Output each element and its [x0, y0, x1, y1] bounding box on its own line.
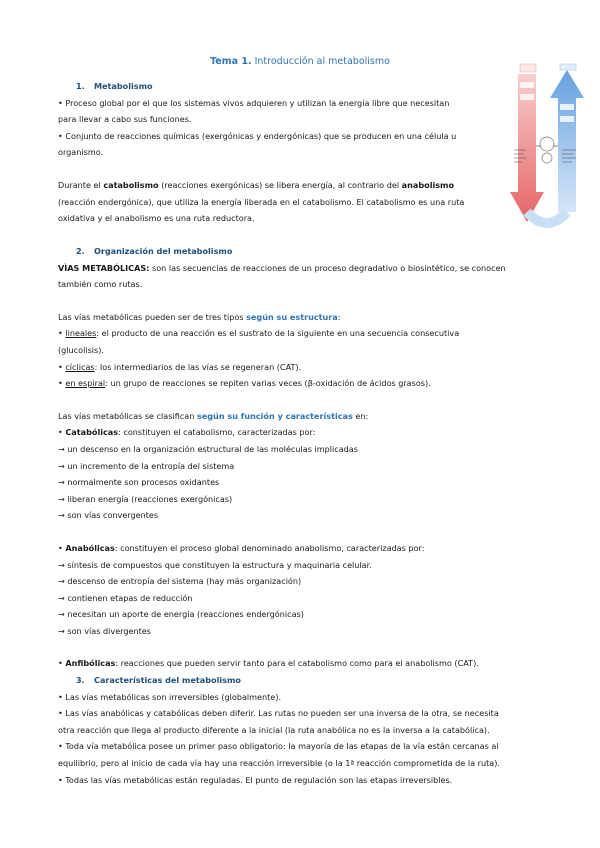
list-item: → normalmente son procesos oxidantes	[58, 477, 220, 488]
s1-p1b: para llevar a cabo sus funciones.	[58, 114, 192, 125]
section-1	[58, 78, 498, 227]
list-item: → un descenso en la organización estructural de las moléculas implicadas	[58, 443, 358, 454]
title-bold: Tema 1.	[210, 56, 252, 67]
s1-p1: • Proceso global por el que los sistemas vivos adquieren y utilizan la energía libre que necesitan	[58, 97, 450, 108]
s2-anfibolicas: • Anfibólicas: reacciones que pueden servir tanto para el catabolismo como para el anabolismo (CAT).	[58, 658, 479, 669]
s3-line: otra reacción que llega al producto diferente a la inicial (la ruta anabólica no es la inversa a la catabólica).	[58, 724, 490, 735]
s2-tipos: Las vías metabólicas pueden ser de tres tipos según su estructura:	[58, 311, 341, 322]
list-item: → descenso de entropía del sistema (hay más organización)	[58, 576, 302, 587]
s3-line: • Las vías anabólicas y catabólicas deben diferir. Las rutas no pueden ser una inversa de la otra, se necesita	[58, 708, 499, 719]
s3-line: • Todas las vías metabólicas están reguladas. El punto de regulación son las etapas irreversibles.	[58, 774, 453, 785]
s2-clasifican: Las vías metabólicas se clasifican según su función y características en:	[58, 410, 369, 421]
s2-anabolicas: • Anabólicas: constituyen el proceso global denominado anabolismo, caracterizadas por:	[58, 542, 425, 553]
section-3-heading: 3. Características del metabolismo	[76, 675, 241, 685]
list-item: → liberan energía (reacciones exergónicas)	[58, 493, 233, 504]
anabolic-list	[58, 557, 548, 640]
s2-vias: VÌAS METABÓLICAS: son las secuencias de reacciones de un proceso degradativo o biosintético, se conocen	[58, 262, 506, 273]
catabolic-list	[58, 441, 548, 524]
list-item: → contienen etapas de reducción	[58, 592, 193, 603]
section-3	[58, 672, 548, 788]
s3-line: • Toda vía metabólica posee un primer paso obligatorio: la mayoría de las etapas de la vía están cercanas al	[58, 741, 499, 752]
s2-vias-2: también como rutas.	[58, 279, 143, 290]
s1-p2b: organismo.	[58, 147, 104, 158]
list-item: → un incremento de la entropía del sistema	[58, 460, 235, 471]
list-item: → son vías divergentes	[58, 625, 151, 636]
s2-lineales-2: (glucolisis).	[58, 344, 104, 355]
list-item: → necesitan un aporte de energía (reacciones endergónicas)	[58, 609, 304, 620]
metabolism-diagram	[510, 62, 586, 230]
s1-p2: • Conjunto de reacciones químicas (exergónicas y endergónicas) que se producen en una célula u	[58, 130, 457, 141]
s2-ciclicas: • cíclicas: los intermediarios de las vías se regeneran (CAT).	[58, 361, 302, 372]
s2-catabolicas: • Catabólicas: constituyen el catabolismo, caracterizadas por:	[58, 427, 316, 438]
list-item: → son vías convergentes	[58, 510, 159, 521]
s1-d2: (reacción endergónica), que utiliza la energía liberada en el catabolismo. El catabolismo es una ruta	[58, 196, 465, 207]
s1-d3: oxidativa y el anabolismo es una ruta reductora.	[58, 213, 255, 224]
s3-line: • Las vías metabólicas son irreversibles (globalmente).	[58, 691, 282, 702]
s1-d1: Durante el catabolismo (reacciones exergónicas) se libera energía, al contrario del anabolismo	[58, 179, 455, 190]
s2-lineales: • lineales: el producto de una reacción es el sustrato de la siguiente en una secuencia consecutiva	[58, 328, 460, 339]
list-item: → síntesis de compuestos que constituyen la estructura y maquinaria celular.	[58, 559, 372, 570]
section-2-heading: 2. Organización del metabolismo	[76, 246, 233, 256]
section-1-heading: 1. Metabolismo	[76, 81, 153, 91]
section-2	[58, 243, 548, 672]
title-rest: Introducción al metabolismo	[254, 56, 390, 67]
s2-espiral: • en espiral: un grupo de reacciones se repiten varias veces (β-oxidación de ácidos grasos).	[58, 378, 431, 389]
s3-line: equilibrio, pero al inicio de cada vía hay una reacción irreversible (o la 1ª reacción comprometida de la ruta).	[58, 757, 500, 768]
